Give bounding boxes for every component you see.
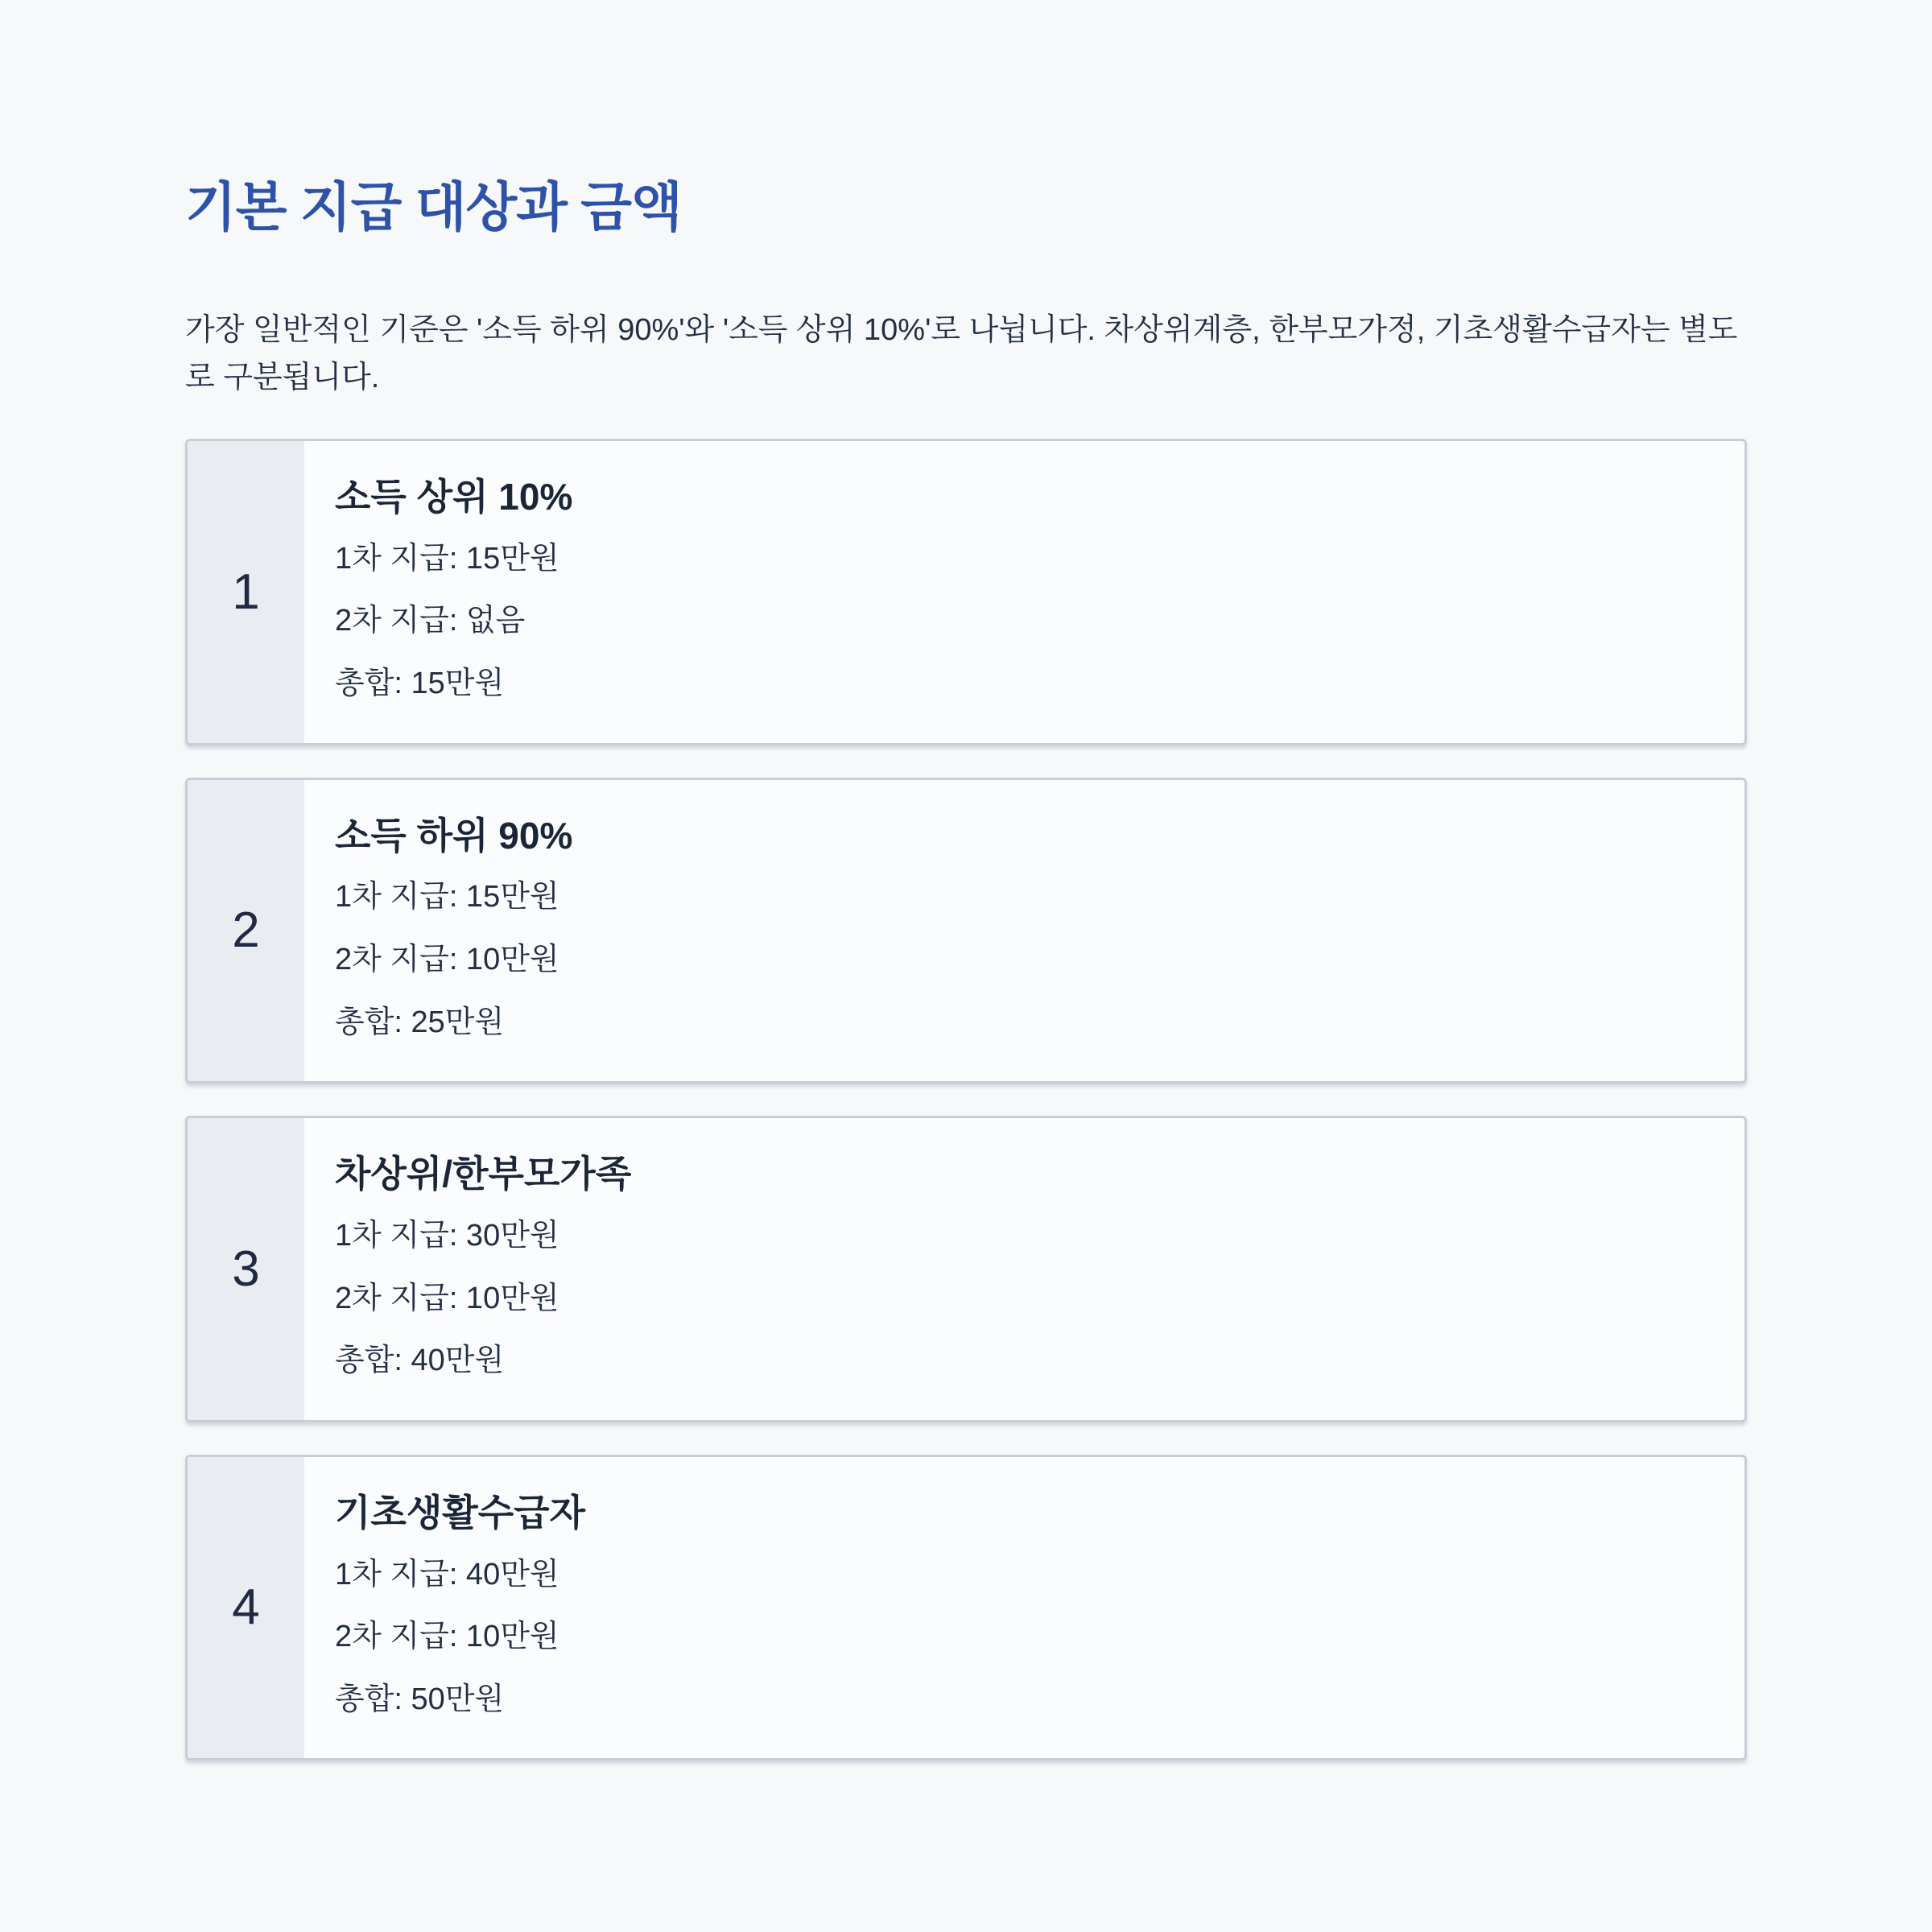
card-title: 기초생활수급자 [335,1491,586,1534]
benefit-card-4 [185,1455,1747,1761]
benefit-card-1 [185,439,1747,745]
card-detail-line: 총합: 40만원 [335,1344,505,1378]
card-body [304,1118,1744,1420]
card-body [304,1457,1744,1759]
card-detail-line: 2차 지급: 10만원 [335,1620,559,1654]
benefit-card-2 [185,778,1747,1084]
card-number: 4 [188,1457,304,1759]
card-detail-line: 1차 지급: 30만원 [335,1218,559,1253]
card-number: 2 [188,780,304,1082]
page-title: 기본 지급 대상과 금액 [185,177,682,237]
intro-paragraph: 가장 일반적인 기준은 '소득 하위 90%'와 '소득 상위 10%'로 나뉩니다. 차상위계층, 한부모가정, 기초생활수급자는 별도로 구분됩니다. [185,313,1738,395]
card-detail-line: 1차 지급: 15만원 [335,880,559,914]
card-number: 3 [188,1118,304,1420]
card-title: 소득 상위 10% [335,475,573,518]
card-detail-line: 2차 지급: 없음 [335,604,526,638]
card-detail-line: 총합: 50만원 [335,1682,505,1716]
card-detail-line: 총합: 15만원 [335,666,505,700]
card-number: 1 [188,441,304,743]
card-detail-line: 2차 지급: 10만원 [335,1281,559,1315]
card-title: 차상위/한부모가족 [335,1153,632,1195]
card-detail-line: 1차 지급: 15만원 [335,541,559,576]
benefit-card-3 [185,1116,1747,1422]
card-detail-line: 총합: 25만원 [335,1005,505,1039]
card-detail-line: 2차 지급: 10만원 [335,942,559,976]
card-body [304,780,1744,1082]
card-detail-line: 1차 지급: 40만원 [335,1557,559,1591]
card-title: 소득 하위 90% [335,814,573,857]
card-body [304,441,1744,743]
